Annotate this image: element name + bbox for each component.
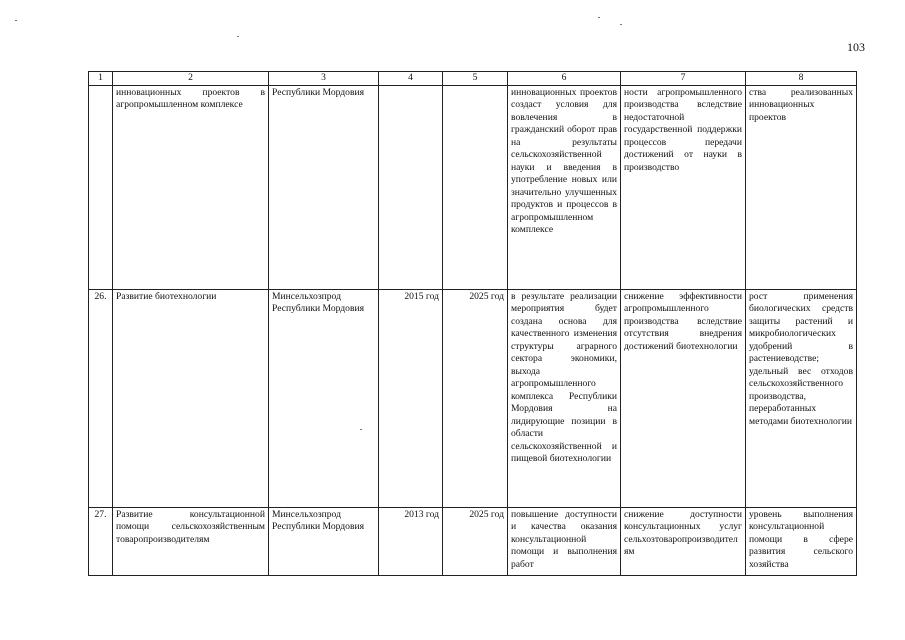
scan-speck bbox=[598, 17, 600, 18]
scan-speck bbox=[15, 20, 17, 21]
scan-speck bbox=[360, 429, 362, 430]
indicator: ства реализованных инновационных проектов bbox=[746, 85, 857, 289]
executor: Минсельхозпрод Республики Мордовия bbox=[269, 507, 379, 575]
measure-name: Развитие консультационной помощи сельскохозяйственным товаропроизводителям bbox=[113, 507, 269, 575]
column-number: 5 bbox=[443, 72, 508, 86]
executor: Минсельхозпрод Республики Мордовия bbox=[269, 289, 379, 507]
measure-name: Развитие биотехнологии bbox=[113, 289, 269, 507]
end-year: 2025 год bbox=[443, 289, 508, 507]
expected-result: в результате реализации мероприятия будет создана основа для качественного изменения структуры аграрного сектора экономики, выхода агропромышленного комплекса Республики Мордовия на лидирующие позиции в области сельскохозяйственной и пищевой биотехнологии bbox=[508, 289, 621, 507]
table-row bbox=[89, 507, 857, 575]
non-implementation-consequence: ности агропромышленного производства вследствие недостаточной государственной поддержки процессов передачи достижений от науки в производство bbox=[621, 85, 746, 289]
row-number: 26. bbox=[89, 289, 113, 507]
column-number: 7 bbox=[621, 72, 746, 86]
start-year: 2015 год bbox=[379, 289, 443, 507]
end-year: 2025 год bbox=[443, 507, 508, 575]
table-row bbox=[89, 85, 857, 289]
column-number: 4 bbox=[379, 72, 443, 86]
scan-speck bbox=[620, 24, 622, 25]
program-measures-table bbox=[88, 71, 857, 576]
scan-speck bbox=[237, 36, 239, 37]
column-number: 3 bbox=[269, 72, 379, 86]
indicator: уровень выполнения консультационной помощи в сфере развития сельского хозяйства bbox=[746, 507, 857, 575]
non-implementation-consequence: снижение доступности консультационных услуг сельхозтоваропроизводителям bbox=[621, 507, 746, 575]
page-number: 103 bbox=[847, 40, 865, 54]
table-row bbox=[89, 289, 857, 507]
start-year bbox=[379, 85, 443, 289]
column-number: 8 bbox=[746, 72, 857, 86]
column-number: 6 bbox=[508, 72, 621, 86]
non-implementation-consequence: снижение эффективности агропромышленного производства вследствие отсутствия внедрения достижений биотехнологии bbox=[621, 289, 746, 507]
column-number: 1 bbox=[89, 72, 113, 86]
measure-name: инновационных проектов в агропромышленном комплексе bbox=[113, 85, 269, 289]
column-numbers-row bbox=[89, 72, 857, 86]
start-year: 2013 год bbox=[379, 507, 443, 575]
expected-result: инновационных проектов создаст условия для вовлечения в гражданский оборот прав на результаты сельскохозяйственной науки и введения в употребление новых или значительно улучшенных продуктов и процессов в агропромышленном комплексе bbox=[508, 85, 621, 289]
expected-result: повышение доступности и качества оказания консультационной помощи и выполнения работ bbox=[508, 507, 621, 575]
row-number: 27. bbox=[89, 507, 113, 575]
column-number: 2 bbox=[113, 72, 269, 86]
executor: Республики Мордовия bbox=[269, 85, 379, 289]
indicator: рост применения биологических средств защиты растений и микробиологических удобрений в растениеводстве; удельный вес отходов сельскохозяйственного производства, переработанных методами биотехнологии bbox=[746, 289, 857, 507]
end-year bbox=[443, 85, 508, 289]
row-number bbox=[89, 85, 113, 289]
